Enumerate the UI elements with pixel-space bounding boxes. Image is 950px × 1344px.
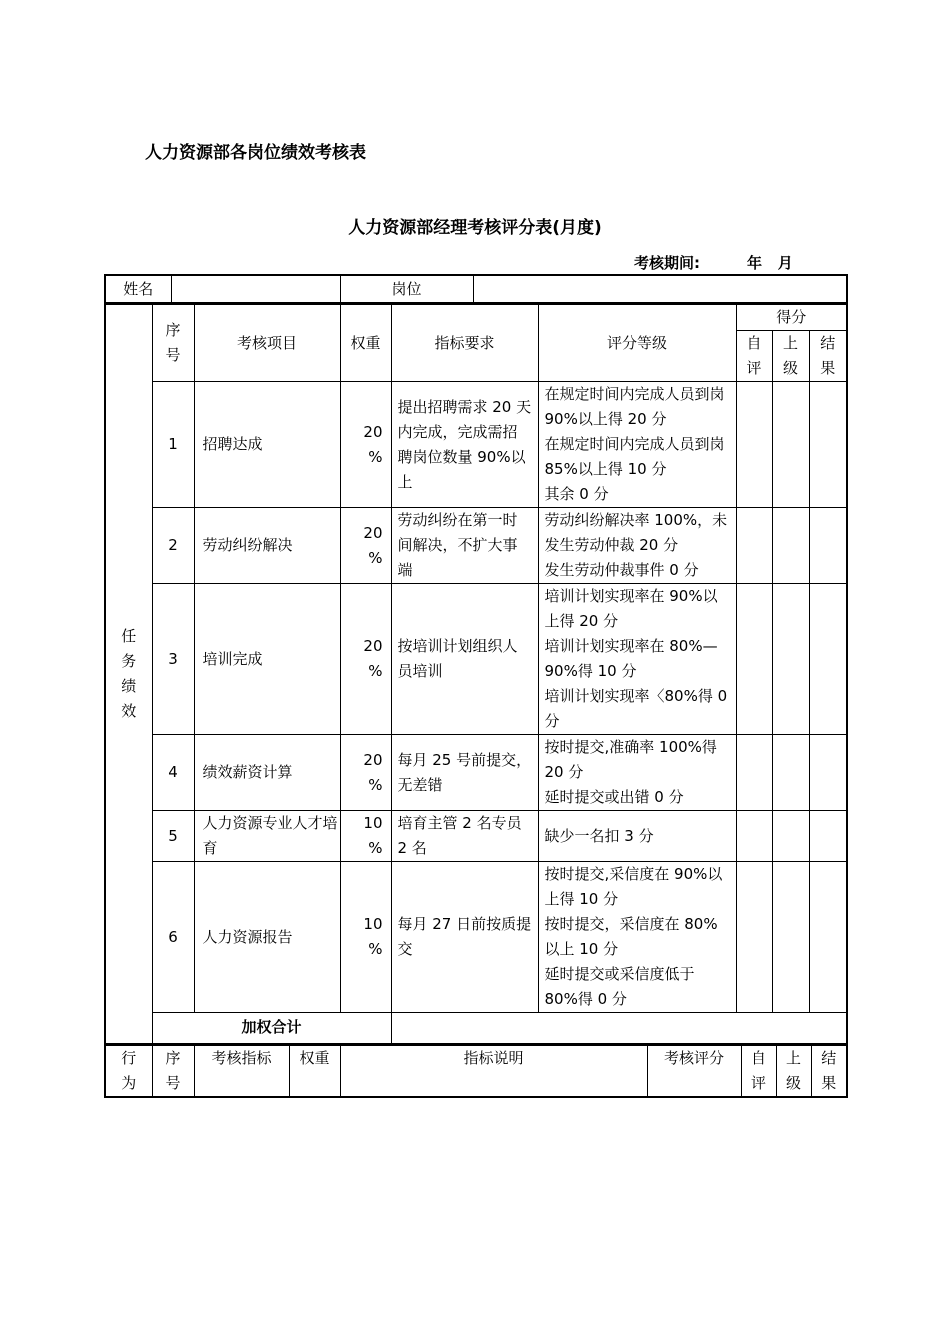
- col-seq-line: 序: [165, 321, 181, 339]
- superior-score-cell[interactable]: [772, 735, 809, 811]
- superior-score-cell[interactable]: [772, 508, 809, 584]
- col-result-line: 果: [820, 359, 836, 377]
- weight-line: 20: [363, 750, 383, 769]
- task-label-line: 效: [121, 701, 137, 720]
- col-score-header: 得分: [736, 305, 847, 331]
- weight-line: 20: [363, 637, 383, 655]
- row-item: 劳动纠纷解决: [194, 508, 340, 584]
- row-rating: [538, 382, 736, 508]
- behavior-label-line: 行: [121, 1048, 137, 1067]
- task-label-line: 绩: [121, 676, 137, 695]
- rating-line: 培训计划实现率在 90%以上得 20 分: [544, 587, 718, 630]
- rating-line: 缺少一名扣 3 分: [544, 826, 654, 845]
- row-seq: 3: [152, 584, 194, 735]
- behavior-col-self-header: [741, 1045, 776, 1097]
- row-item: 培训完成: [194, 584, 340, 735]
- rating-line: 按时提交,采信度在 90%以上得 10 分: [544, 865, 723, 908]
- weight-line: %: [368, 548, 383, 567]
- behavior-col-superior-header: [776, 1045, 811, 1097]
- result-score-cell[interactable]: [809, 862, 847, 1013]
- table-row: [105, 584, 847, 735]
- table-row: [105, 811, 847, 862]
- col-requirement-header: 指标要求: [391, 305, 538, 382]
- row-requirement: 每月 27 日前按质提交: [391, 862, 538, 1013]
- assessment-form: [104, 274, 846, 1092]
- col-superior-line: 级: [782, 359, 798, 377]
- table-row: [105, 382, 847, 508]
- col-seq-header: [152, 305, 194, 382]
- row-seq: 4: [152, 735, 194, 811]
- col-item-header: 考核项目: [194, 305, 340, 382]
- behavior-col-indicator-header: 考核指标: [194, 1045, 289, 1097]
- rating-line: 其余 0 分: [544, 485, 609, 503]
- col-superior-line: 级: [785, 1073, 801, 1092]
- col-weight-header: 权重: [340, 305, 391, 382]
- row-requirement: 提出招聘需求 20 天内完成，完成需招聘岗位数量 90%以上: [391, 382, 538, 508]
- weight-line: 10: [363, 915, 383, 933]
- row-item: 人力资源报告: [194, 862, 340, 1013]
- self-score-cell[interactable]: [736, 862, 772, 1013]
- result-score-cell[interactable]: [809, 735, 847, 811]
- rating-line: 发生劳动仲裁事件 0 分: [544, 561, 699, 579]
- row-weight: [340, 811, 391, 862]
- row-rating: [538, 508, 736, 584]
- result-score-cell[interactable]: [809, 584, 847, 735]
- weight-line: 20: [363, 422, 383, 441]
- col-result-header: [809, 331, 847, 382]
- weight-line: %: [368, 839, 383, 857]
- behavior-col-weight-header: 权重: [289, 1045, 340, 1097]
- col-self-line: 自: [750, 1048, 766, 1067]
- self-score-cell[interactable]: [736, 584, 772, 735]
- rating-line: 在规定时间内完成人员到岗 90%以上得 20 分: [544, 385, 725, 428]
- row-requirement: 每月 25 号前提交，无差错: [391, 735, 538, 811]
- self-score-cell[interactable]: [736, 735, 772, 811]
- behavior-table: [104, 1045, 848, 1098]
- weighted-total-label: 加权合计: [152, 1013, 391, 1044]
- row-requirement: 培育主管 2 名专员 2 名: [391, 811, 538, 862]
- col-seq-line: 号: [165, 1073, 181, 1092]
- superior-score-cell[interactable]: [772, 862, 809, 1013]
- self-score-cell[interactable]: [736, 508, 772, 584]
- col-superior-line: 上: [782, 334, 798, 352]
- task-label-line: 任: [121, 626, 137, 645]
- col-superior-header: [772, 331, 809, 382]
- row-weight: [340, 584, 391, 735]
- self-score-cell[interactable]: [736, 382, 772, 508]
- row-rating: [538, 735, 736, 811]
- col-rating-header: 评分等级: [538, 305, 736, 382]
- task-section-label: [105, 305, 152, 1044]
- period-label: 考核期间:: [634, 254, 700, 272]
- behavior-label-line: 为: [121, 1073, 137, 1092]
- weight-line: %: [368, 447, 383, 466]
- rating-line: 延时提交或采信度低于 80%得 0 分: [544, 965, 695, 1008]
- row-weight: [340, 862, 391, 1013]
- period-year: 年: [747, 254, 763, 272]
- table-row: [105, 862, 847, 1013]
- table-row: [105, 508, 847, 584]
- row-seq: 5: [152, 811, 194, 862]
- row-weight: [340, 382, 391, 508]
- behavior-col-description-header: 指标说明: [340, 1045, 647, 1097]
- table-row: [105, 735, 847, 811]
- position-field[interactable]: [473, 275, 847, 303]
- row-requirement: 劳动纠纷在第一时间解决，不扩大事端: [391, 508, 538, 584]
- form-title: 人力资源部经理考核评分表(月度): [348, 218, 602, 238]
- col-result-line: 结: [820, 334, 836, 352]
- name-label: 姓名: [105, 275, 171, 303]
- rating-line: 劳动纠纷解决率 100%，未发生劳动仲裁 20 分: [544, 511, 728, 554]
- period-month: 月: [777, 254, 793, 272]
- col-result-line: 果: [821, 1073, 837, 1092]
- col-self-line: 评: [746, 359, 762, 377]
- weight-line: %: [368, 662, 383, 680]
- row-weight: [340, 508, 391, 584]
- row-item: 招聘达成: [194, 382, 340, 508]
- name-field[interactable]: [171, 275, 340, 303]
- col-self-header: [736, 331, 772, 382]
- position-label: 岗位: [340, 275, 473, 303]
- header-table: [104, 274, 848, 304]
- col-self-line: 自: [746, 334, 762, 352]
- row-item: 绩效薪资计算: [194, 735, 340, 811]
- assessment-period: [634, 252, 793, 273]
- row-rating: [538, 584, 736, 735]
- row-weight: [340, 735, 391, 811]
- behavior-section-label: [105, 1045, 152, 1097]
- superior-score-cell[interactable]: [772, 811, 809, 862]
- result-score-cell[interactable]: [809, 508, 847, 584]
- row-rating: [538, 811, 736, 862]
- row-rating: [538, 862, 736, 1013]
- rating-line: 培训计划实现率在 80%—90%得 10 分: [544, 637, 718, 680]
- rating-line: 在规定时间内完成人员到岗 85%以上得 10 分: [544, 435, 725, 478]
- behavior-col-seq-header: [152, 1045, 194, 1097]
- superior-score-cell[interactable]: [772, 382, 809, 508]
- weight-line: %: [368, 940, 383, 958]
- rating-line: 培训计划实现率〈80%得 0 分: [544, 687, 728, 730]
- task-performance-table: [104, 304, 848, 1045]
- weighted-total-value[interactable]: [391, 1013, 847, 1044]
- row-seq: 2: [152, 508, 194, 584]
- weight-line: 10: [363, 814, 383, 832]
- row-seq: 1: [152, 382, 194, 508]
- superior-score-cell[interactable]: [772, 584, 809, 735]
- behavior-col-rating-header: 考核评分: [647, 1045, 741, 1097]
- row-requirement: 按培训计划组织人员培训: [391, 584, 538, 735]
- rating-line: 按时提交,准确率 100%得 20 分: [544, 738, 717, 781]
- rating-line: 按时提交，采信度在 80%以上 10 分: [544, 915, 718, 958]
- col-self-line: 评: [750, 1073, 766, 1092]
- col-superior-line: 上: [785, 1048, 801, 1067]
- weight-line: %: [368, 775, 383, 794]
- behavior-col-result-header: [811, 1045, 847, 1097]
- col-seq-line: 序: [165, 1048, 181, 1067]
- row-item: 人力资源专业人才培育: [194, 811, 340, 862]
- task-label-line: 务: [121, 651, 137, 670]
- col-result-line: 结: [821, 1048, 837, 1067]
- weight-line: 20: [363, 523, 383, 542]
- col-seq-line: 号: [165, 346, 181, 364]
- row-seq: 6: [152, 862, 194, 1013]
- self-score-cell[interactable]: [736, 811, 772, 862]
- result-score-cell[interactable]: [809, 811, 847, 862]
- rating-line: 延时提交或出错 0 分: [544, 788, 684, 806]
- result-score-cell[interactable]: [809, 382, 847, 508]
- document-title: 人力资源部各岗位绩效考核表: [145, 143, 366, 163]
